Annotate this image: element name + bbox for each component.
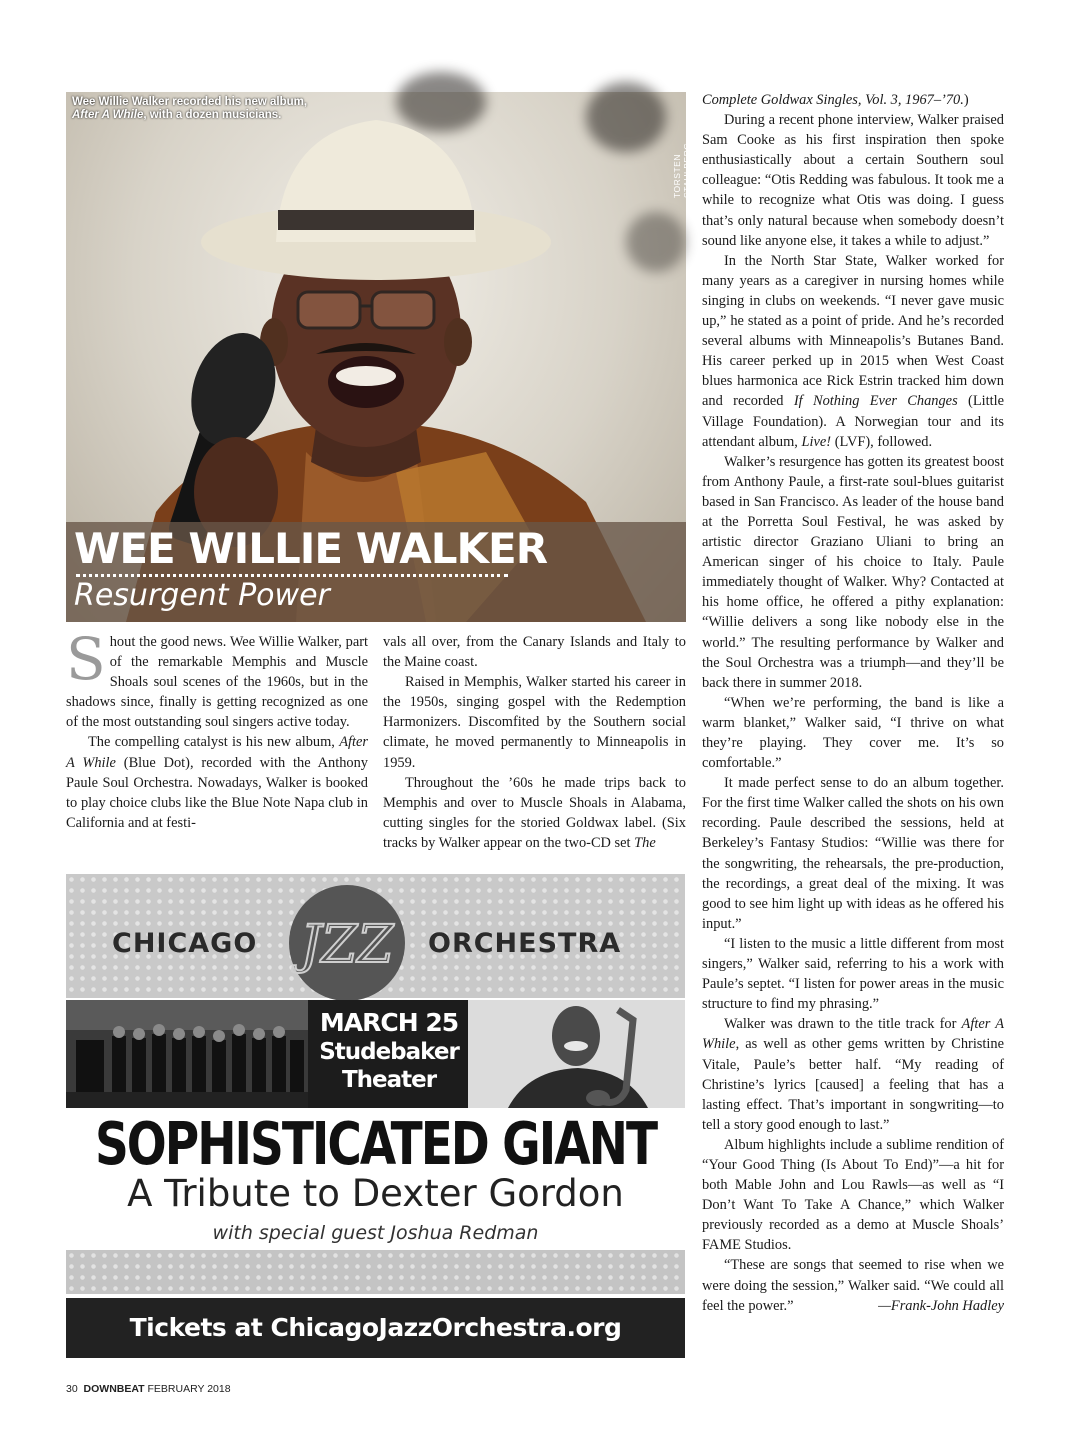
author-signature: —Frank-John Hadley bbox=[878, 1297, 1004, 1314]
paragraph-text: (Little Village Foundation). A Norwegian tour and its attendant album, bbox=[702, 393, 1005, 450]
paragraph-text: (Blue Dot), recorded with the Anthony Paule Soul Orchestra. Nowadays, Walker is booked to play choice clubs like the Blue Note Napa club in California and at festi- bbox=[66, 754, 368, 831]
paragraph: During a recent phone interview, Walker praised Sam Cooke as his first inspiration then spoke enthusiastically about a certain Southern soul colleague: “Otis Redding was fabulous. It took me a while to recognize what Otis was doing. I guess that’s only natural because when somebody doesn’t sound like anyone else, it takes a while to adjust.” bbox=[702, 112, 1004, 249]
ad-guest-line: with special guest Joshua Redman bbox=[212, 1222, 539, 1244]
photo-caption bbox=[72, 96, 402, 122]
paragraph bbox=[702, 251, 1004, 452]
orchestra-photo bbox=[66, 1000, 308, 1108]
jazz-logo-text: JZZ bbox=[300, 915, 394, 975]
page-folio bbox=[66, 1383, 231, 1395]
page-number: 30 bbox=[66, 1383, 78, 1395]
album-title: Live! bbox=[801, 433, 832, 450]
paragraph: vals all over, from the Canary Islands and Italy to the Maine coast. bbox=[383, 634, 686, 671]
paragraph bbox=[702, 1014, 1004, 1135]
paragraph-text: (LVF), followed. bbox=[831, 433, 933, 450]
caption-text: Wee Willie Walker recorded his new album, bbox=[72, 96, 308, 108]
paragraph-text: ) bbox=[963, 92, 969, 108]
paragraph: Album highlights include a sublime rendition of “Your Good Thing (Is About To End)”—a hit for both Mable John and Lou Rawls—as well as “I Don’t Want To Take A Chance,” which Walker previously recorded as a demo at Muscle Shoals’ FAME Studios. bbox=[702, 1136, 1004, 1254]
paragraph bbox=[383, 773, 686, 853]
caption-album-title: After A While bbox=[72, 109, 144, 121]
paragraph-text: The compelling catalyst is his new album, bbox=[88, 734, 340, 751]
headline-divider bbox=[76, 574, 508, 577]
paragraph bbox=[66, 625, 368, 732]
paragraph-text: “These are songs that seemed to rise when we were doing the session,” Walker said. “We could all feel the power.” bbox=[702, 1257, 1004, 1314]
ad-tickets-link[interactable]: Tickets at ChicagoJazzOrchestra.org bbox=[66, 1298, 685, 1358]
album-title: The bbox=[634, 834, 656, 851]
article-column-1 bbox=[66, 625, 368, 862]
article-column-3 bbox=[702, 90, 1004, 1360]
ad-headline: SOPHISTICATED GIANT bbox=[94, 1110, 657, 1179]
feature-photo bbox=[66, 92, 692, 622]
drop-cap: S bbox=[66, 625, 106, 693]
saxophonist-photo bbox=[468, 1000, 685, 1108]
paragraph: It made perfect sense to do an album together. For the first time Walker called the shots on his own recording. Paule described the sessions, held at Berkeley’s Fantasy Studios: “Willie was there for the songwriting, the rehearsals, the pre-production, the recordings, a great deal of the mixing. It was good to see him light up with ideas as he offered his input.” bbox=[702, 775, 1004, 932]
event-date: MARCH 25 bbox=[319, 1008, 459, 1037]
paragraph: “I listen to the music a little different from most singers,” Walker said, referring to his a work with Paule’s septet. “I listen for power areas in the music structure to find my phrasing.” bbox=[702, 935, 1004, 1013]
album-title: If Nothing Ever Changes bbox=[793, 393, 958, 410]
paragraph-text: In the North Star State, Walker worked for many years as a caregiver in nursing homes while singing in clubs on weekends. “I never gave music up,” he stated as a point of pride. And he’s recorded several albums with Minneapolis’s Butanes Band. His career perked up in 2015 when West Coast blues harmonica ace Rick Estrin tracked him down and recorded bbox=[702, 252, 1004, 410]
ad-event-info bbox=[312, 1008, 466, 1104]
ad-header bbox=[66, 874, 685, 998]
paragraph-text: , as well as other gems written by Christine Vitale, Paule’s better half. “My reading of Christine’s lyrics [caused] a feeling that has a lasting effect. That’s important in songwriting—to tell a story good enough to last.” bbox=[702, 1036, 1004, 1133]
caption-text: , with a dozen musicians. bbox=[143, 109, 282, 121]
ad-org-name-right: ORCHESTRA bbox=[428, 928, 622, 959]
issue-date: FEBRUARY 2018 bbox=[147, 1383, 231, 1395]
ad-subheadline: A Tribute to Dexter Gordon bbox=[127, 1172, 624, 1215]
album-title: After A While bbox=[702, 1016, 1004, 1053]
article-headline: WEE WILLIE WALKER bbox=[74, 524, 548, 573]
paragraph bbox=[702, 90, 1004, 110]
paragraph: Raised in Memphis, Walker started his career in the 1950s, singing gospel with the Redemption Harmonizers. Discomfited by the Southern social climate, he moved permanently to Minneapolis in 1959. bbox=[383, 674, 686, 771]
publication-name: DOWNBEAT bbox=[83, 1383, 145, 1395]
album-title: Complete Goldwax Singles, Vol. 3, 1967–’70. bbox=[702, 92, 964, 108]
paragraph: “When we’re performing, the band is like a warm blanket,” Walker said, “I thrive on what they’re playing. They cover me. It’s so comfortable.” bbox=[702, 694, 1004, 772]
ad-photo-strip bbox=[66, 1000, 685, 1108]
jazz-logo-icon bbox=[286, 882, 408, 1004]
article-column-2 bbox=[383, 632, 686, 862]
photo-credit: TORSTEN STAHLBERG bbox=[672, 142, 692, 198]
event-venue: Studebaker bbox=[319, 1039, 459, 1065]
paragraph-text: Throughout the ’60s he made trips back to Memphis and over to Muscle Shoals in Alabama, cutting singles for the storied Goldwax label. (Six tracks by Walker appear on the two-CD set bbox=[383, 774, 686, 851]
article-subhead: Resurgent Power bbox=[74, 578, 330, 613]
paragraph-text: hout the good news. Wee Willie Walker, part of the remarkable Memphis and Muscle Shoals soul scenes of the 1960s, but in the shadows since, finally is getting recognized as one of the most outstanding soul singers active today. bbox=[66, 634, 368, 731]
advertisement[interactable] bbox=[66, 874, 685, 1358]
paragraph-text: Walker was drawn to the title track for bbox=[724, 1016, 962, 1033]
paragraph bbox=[702, 1255, 1004, 1315]
album-title: After A While bbox=[66, 734, 368, 771]
ad-divider-band bbox=[66, 1250, 685, 1294]
ad-org-name-left: CHICAGO bbox=[112, 928, 258, 959]
event-venue: Theater bbox=[341, 1067, 437, 1093]
headline-band bbox=[66, 522, 686, 622]
paragraph: Walker’s resurgence has gotten its greatest boost from Anthony Paule, a first-rate soul-blues guitarist based in San Francisco. As leader of the house band at the Porretta Soul Festival, he was asked by artistic director Graziano Uliani to bring an American singer of his choice to Italy. Paule immediately thought of Walker. Why? Contacted at his home office, he offered a pithy explanation: “Willie delivers a song like nobody else in the world.” The resulting performance by Walker and the Soul Orchestra was a triumph—and they’ll be back there in summer 2018. bbox=[702, 453, 1004, 691]
paragraph bbox=[66, 732, 368, 832]
